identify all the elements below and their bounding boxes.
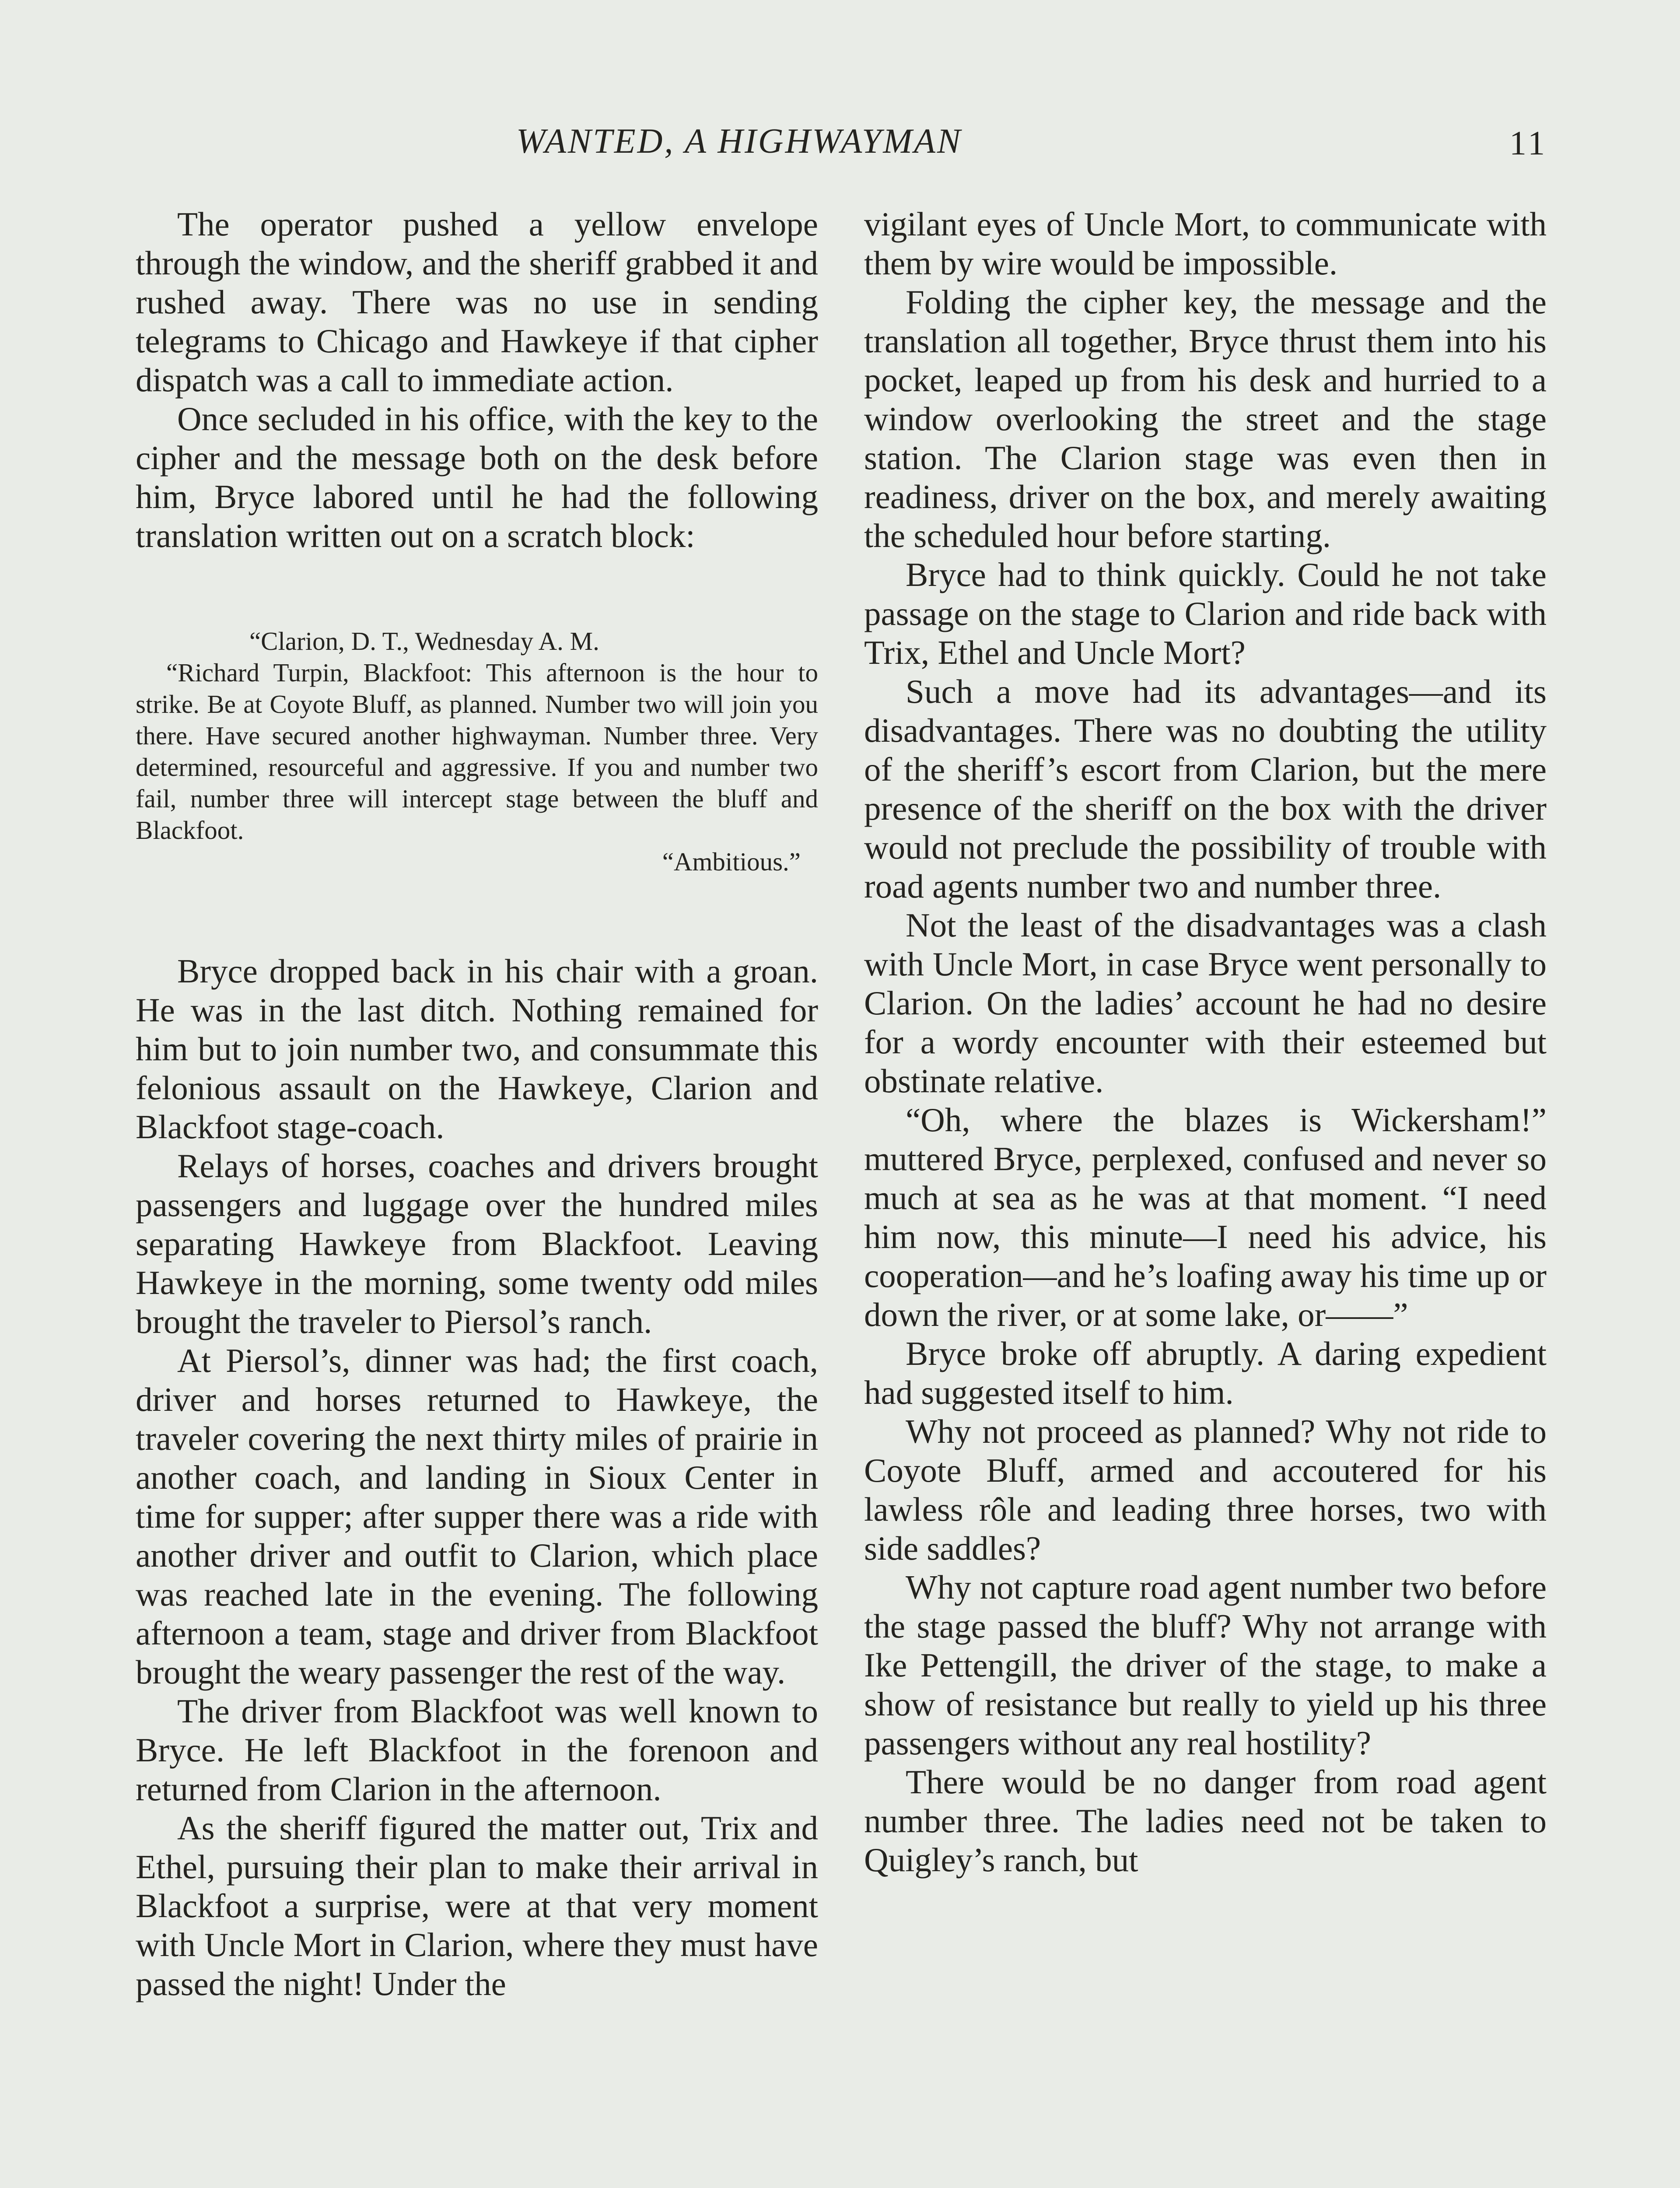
paragraph: The operator pushed a yellow envelope through the window, and the sheriff grabbed it and rushed away. There was no use in sending telegrams to Chicago and Hawkeye if that cipher dispatch was a call to immediate action. [136, 205, 818, 399]
quote-body: “Richard Turpin, Blackfoot: This afternoon is the hour to strike. Be at Coyote Bluff, as planned. Number two will join you there. Have secured another highwayman. Number three. Very determined, resourceful and aggressive. If you and number two fail, number three will intercept stage between the bluff and Blackfoot. [136, 658, 818, 845]
running-title: WANTED, A HIGHWAYMAN [516, 122, 962, 161]
page-number: 11 [1509, 124, 1548, 162]
quote-heading: “Clarion, D. T., Wednesday A. M. [249, 627, 599, 656]
cipher-translation-quote [136, 625, 818, 877]
running-head [0, 122, 1680, 170]
paragraph: Why not proceed as planned? Why not ride to Coyote Bluff, armed and accoutered for his lawless rôle and leading three horses, two with side saddles? [864, 1413, 1547, 1567]
paragraph: Folding the cipher key, the message and the translation all together, Bryce thrust them into his pocket, leaped up from his desk and hurried to a window overlooking the street and the stage station. The Clarion stage was even then in readiness, driver on the box, and merely awaiting the scheduled hour before starting. [864, 283, 1547, 554]
paragraph: “Oh, where the blazes is Wickersham!” muttered Bryce, perplexed, confused and never so much at sea as he was at that moment. “I need him now, this minute—I need his advice, his cooperation—and he’s loafing away his time up or down the river, or at some lake, or——” [864, 1101, 1547, 1333]
paragraph: Once secluded in his office, with the key to the cipher and the message both on the desk before him, Bryce labored until he had the following translation written out on a scratch block: [136, 400, 818, 554]
paragraph: At Piersol’s, dinner was had; the first coach, driver and horses returned to Hawkeye, the traveler covering the next thirty miles of prairie in another coach, and landing in Sioux Center in time for supper; after supper there was a ride with another driver and outfit to Clarion, which place was reached late in the evening. The following afternoon a team, stage and driver from Blackfoot brought the weary passenger the rest of the way. [136, 1342, 818, 1691]
paragraph: There would be no danger from road agent number three. The ladies need not be taken to Quigley’s ranch, but [864, 1763, 1547, 1879]
paragraph: Bryce broke off abruptly. A daring expedient had suggested itself to him. [864, 1335, 1547, 1411]
paragraph: The driver from Blackfoot was well known to Bryce. He left Blackfoot in the forenoon and returned from Clarion in the afternoon. [136, 1692, 818, 1808]
paragraph-continued: vigilant eyes of Uncle Mort, to communicate with them by wire would be impossible. [864, 205, 1547, 282]
quote-signature: “Ambitious.” [662, 847, 801, 876]
paragraph: Relays of horses, coaches and drivers brought passengers and luggage over the hundred miles separating Hawkeye from Blackfoot. Leaving Hawkeye in the morning, some twenty odd miles brought the traveler to Piersol’s ranch. [136, 1147, 818, 1340]
paragraph: Not the least of the disadvantages was a clash with Uncle Mort, in case Bryce went personally to Clarion. On the ladies’ account he had no desire for a wordy encounter with their esteemed but obstinate relative. [864, 906, 1547, 1100]
paragraph: Bryce had to think quickly. Could he not take passage on the stage to Clarion and ride back with Trix, Ethel and Uncle Mort? [864, 556, 1547, 671]
left-column [136, 205, 818, 2003]
paragraph: Bryce dropped back in his chair with a groan. He was in the last ditch. Nothing remained for him but to join number two, and consummate this felonious assault on the Hawkeye, Clarion and Blackfoot stage-coach. [136, 952, 818, 1146]
paragraph: Why not capture road agent number two before the stage passed the bluff? Why not arrange with Ike Pettengill, the driver of the stage, to make a show of resistance but really to yield up his three passengers without any real hostility? [864, 1568, 1547, 1762]
right-column [864, 205, 1547, 1879]
paragraph: Such a move had its advantages—and its disadvantages. There was no doubting the utility of the sheriff’s escort from Clarion, but the mere presence of the sheriff on the box with the driver would not preclude the possibility of trouble with road agents number two and number three. [864, 673, 1547, 905]
paragraph: As the sheriff figured the matter out, Trix and Ethel, pursuing their plan to make their arrival in Blackfoot a surprise, were at that very moment with Uncle Mort in Clarion, where they must have passed the night! Under the [136, 1809, 818, 2002]
